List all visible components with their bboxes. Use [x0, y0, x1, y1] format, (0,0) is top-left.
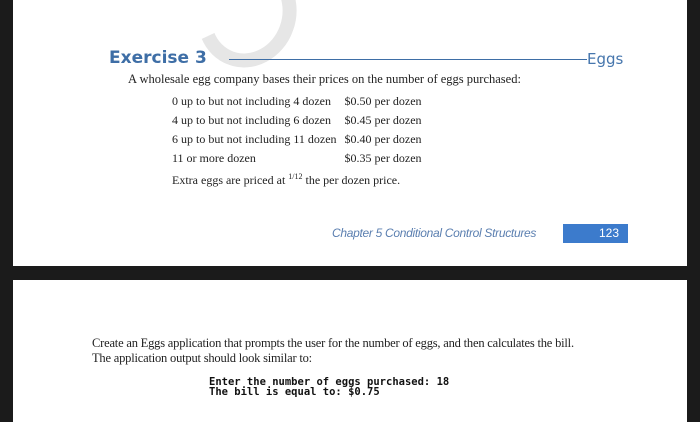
console-line: Enter the number of eggs purchased: 18	[209, 376, 450, 388]
table-row	[172, 151, 430, 170]
exercise-title: Exercise 3	[109, 48, 207, 68]
textbook-page-top	[13, 0, 687, 266]
instructions	[92, 336, 574, 366]
page-number-badge: 123	[563, 224, 628, 243]
console-line: The bill is equal to: $0.75	[209, 386, 380, 398]
instruction-line: Create an Eggs application that prompts the user for the number of eggs, and then calculates the bill.	[92, 336, 574, 350]
instruction-line: The application output should look similar to:	[92, 351, 312, 365]
extra-eggs-note	[172, 172, 400, 188]
price-cell: $0.35 per dozen	[344, 151, 422, 165]
heading-rule	[229, 59, 587, 60]
price-cell: $0.50 per dozen	[344, 94, 422, 108]
decorative-graphic	[182, 0, 311, 82]
console-output	[209, 377, 449, 397]
pricing-table	[172, 94, 430, 170]
range-cell: 0 up to but not including 4 dozen	[172, 94, 331, 108]
range-cell: 6 up to but not including 11 dozen	[172, 132, 337, 146]
note-text: the per dozen price.	[302, 173, 401, 187]
range-cell: 11 or more dozen	[172, 151, 256, 165]
intro-text: A wholesale egg company bases their prices on the number of eggs purchased:	[128, 72, 521, 86]
range-cell: 4 up to but not including 6 dozen	[172, 113, 331, 127]
price-cell: $0.45 per dozen	[344, 113, 422, 127]
price-cell: $0.40 per dozen	[344, 132, 422, 146]
textbook-page-bottom	[13, 280, 687, 422]
table-row	[172, 94, 430, 113]
exercise-name: Eggs	[587, 50, 624, 68]
note-text: Extra eggs are priced at	[172, 173, 289, 187]
table-row	[172, 132, 430, 151]
chapter-footer: Chapter 5 Conditional Control Structures	[332, 226, 537, 240]
table-row	[172, 113, 430, 132]
fraction: 1/12	[288, 172, 303, 181]
